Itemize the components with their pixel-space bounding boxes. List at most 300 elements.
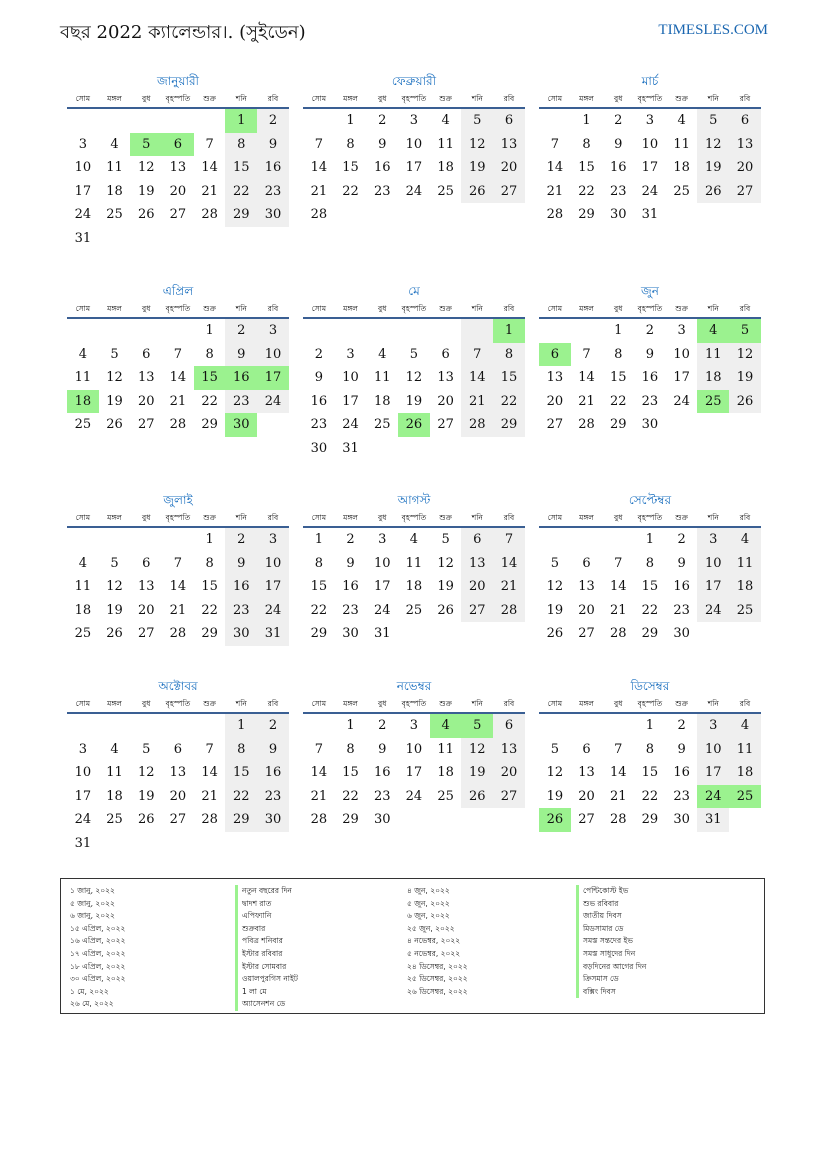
day-cell: 18 [437,765,454,780]
weekday-label: বুধ [614,513,623,522]
weekday-label: শনি [471,304,483,313]
day-cell: 5 [550,741,559,757]
legend-names-col-2 [576,885,646,998]
day-cell: 25 [74,626,92,641]
day-cell: 24 [257,390,289,414]
legend-date: ২৬ ডিসেম্বর, ২০২২ [407,986,468,996]
day-cell: 9 [314,370,323,385]
day-cell: 2 [225,319,257,343]
weekday-label: মঙ্গল [579,304,594,313]
day-cell: 21 [201,788,218,804]
day-cell: 27 [169,812,187,827]
day-cell: 18 [106,788,123,804]
month-name: জুলাই [163,493,193,507]
day-grid [67,109,289,250]
weekday-label: মঙ্গল [343,94,358,103]
legend-date: ৩০ এপ্রিল, ২০২২ [70,974,126,984]
empty-cell [99,528,131,552]
day-cell: 5 [110,555,119,571]
day-cell: 3 [697,528,729,552]
day-cell: 7 [205,136,214,152]
day-cell: 14 [578,370,595,385]
holiday-day-cell: 17 [257,366,289,390]
empty-cell [130,714,162,738]
day-cell: 7 [614,555,623,571]
day-cell: 16 [641,370,659,385]
weekday-label: সোম [311,699,327,708]
weekday-label: বুধ [378,94,387,103]
day-cell: 19 [137,183,155,199]
weekday-label: বুধ [378,304,387,313]
weekday-label: শুক্র [203,304,216,313]
day-cell: 26 [697,180,729,204]
day-cell: 30 [609,207,627,222]
day-cell: 30 [641,417,659,432]
day-cell: 27 [137,417,155,432]
legend-holiday-name: 1 লা মে [235,986,298,999]
holiday-day-cell: 5 [729,319,761,343]
day-cell: 2 [378,718,387,733]
month-block [539,281,761,437]
empty-cell [303,714,335,738]
day-cell: 9 [257,738,289,762]
day-cell: 19 [546,602,564,618]
day-cell: 25 [106,207,123,222]
day-cell: 9 [378,741,387,757]
day-cell: 12 [437,555,454,571]
weekday-label: শুক্র [675,94,688,103]
legend-date: ১৬ এপ্রিল, ২০২২ [70,936,126,946]
day-cell: 28 [201,207,218,222]
day-cell: 17 [74,183,92,199]
day-cell: 21 [310,788,328,804]
day-cell: 26 [461,180,493,204]
day-cell: 1 [582,113,591,128]
day-cell: 14 [609,765,627,780]
day-cell: 15 [578,160,595,175]
empty-cell [571,528,603,552]
day-grid [67,319,289,437]
day-cell: 9 [677,555,686,571]
month-block [303,676,525,832]
day-cell: 22 [342,183,359,199]
day-grid [539,714,761,832]
empty-cell [67,319,99,343]
page-title: বছর 2022 ক্যালেন্ডার।. (সুইডেন) [60,22,306,43]
month-name: ফেব্রুয়ারী [391,74,437,88]
legend-date: ২৫ জুন, ২০২২ [407,923,455,933]
weekday-label: রবি [503,513,515,522]
day-cell: 17 [673,370,690,385]
weekday-label: সোম [311,513,327,522]
holiday-day-cell: 5 [461,714,493,738]
day-cell: 9 [346,555,355,571]
weekday-label: সোম [75,304,91,313]
day-cell: 4 [378,346,387,362]
empty-cell [366,319,398,343]
legend-names-col-1 [235,885,298,1011]
holiday-day-cell: 26 [398,413,430,437]
legend-date: ৬ জানু, ২০২২ [70,911,115,921]
day-cell: 30 [673,626,690,641]
day-cell: 11 [437,741,454,757]
weekday-label: বুধ [614,304,623,313]
day-cell: 23 [373,788,391,804]
month-block [539,490,761,646]
weekday-label: রবি [267,699,279,708]
day-cell: 24 [405,183,423,199]
day-cell: 14 [493,552,525,576]
month-block [67,676,289,855]
day-cell: 7 [173,346,183,362]
weekday-label: শনি [471,513,483,522]
day-cell: 23 [225,599,257,623]
day-cell: 27 [493,180,525,204]
empty-cell [602,528,634,552]
day-cell: 28 [201,812,218,827]
legend-holiday-name: বক্সিং দিবস [576,986,646,999]
weekday-label: বুধ [142,304,151,313]
legend-holiday-name: ক্রিসমাস ডে [576,973,646,986]
day-cell: 5 [461,109,493,133]
day-cell: 24 [641,183,659,199]
weekday-label: শুক্র [439,304,452,313]
month-block [303,71,525,227]
day-cell: 3 [409,718,419,733]
day-cell: 14 [169,370,187,385]
day-cell: 17 [342,393,359,409]
weekday-label: রবি [503,699,515,708]
day-cell: 17 [641,160,659,175]
day-cell: 2 [346,532,355,547]
day-cell: 16 [609,160,627,175]
day-cell: 10 [342,370,359,385]
day-cell: 9 [378,136,387,152]
month-block [539,676,761,832]
day-cell: 31 [257,622,289,646]
day-cell: 8 [614,346,623,362]
day-cell: 3 [697,714,729,738]
day-cell: 26 [137,812,155,827]
month-block [539,71,761,227]
weekday-label: শনি [707,513,719,522]
day-cell: 24 [74,207,92,222]
weekday-label: শনি [707,304,719,313]
day-cell: 13 [137,579,155,594]
day-cell: 8 [314,555,323,571]
day-cell: 13 [578,765,595,780]
day-cell: 30 [373,812,391,827]
day-cell: 27 [578,626,595,641]
day-cell: 6 [582,555,591,571]
day-cell: 3 [257,319,289,343]
day-cell: 20 [578,602,595,618]
day-cell: 24 [697,599,729,623]
day-cell: 20 [437,393,454,409]
legend-holiday-name: সমস্ত সাধুদের দিন [576,948,646,961]
day-cell: 15 [609,370,627,385]
day-cell: 9 [257,133,289,157]
day-cell: 30 [257,808,289,832]
day-cell: 12 [461,133,493,157]
day-cell: 8 [225,133,257,157]
day-cell: 10 [697,738,729,762]
day-cell: 10 [74,765,92,780]
day-cell: 28 [310,812,328,827]
weekday-label: সোম [547,94,563,103]
day-cell: 16 [673,765,690,780]
empty-cell [67,714,99,738]
day-cell: 26 [137,207,155,222]
weekday-label: শুক্র [203,94,216,103]
day-cell: 1 [645,718,655,733]
day-cell: 6 [493,714,525,738]
day-cell: 2 [314,346,323,362]
weekday-label: সোম [75,699,91,708]
day-cell: 13 [137,370,155,385]
day-cell: 13 [546,370,564,385]
weekday-header [67,510,289,528]
day-cell: 13 [169,160,187,175]
day-cell: 25 [106,812,123,827]
legend-date: ২৫ ডিসেম্বর, ২০২২ [407,974,468,984]
day-cell: 13 [461,552,493,576]
site-logo[interactable]: TIMESLES.COM [658,22,768,38]
day-cell: 18 [106,183,123,199]
day-cell: 7 [461,343,493,367]
empty-cell [539,528,571,552]
weekday-label: মঙ্গল [579,699,594,708]
day-cell: 19 [461,761,493,785]
day-cell: 2 [645,323,655,338]
legend-date: ৫ জানু, ২০২২ [70,898,115,908]
day-cell: 13 [578,579,595,594]
weekday-label: বৃহস্পতি [401,699,427,708]
day-cell: 10 [257,552,289,576]
day-cell: 27 [493,785,525,809]
day-cell: 17 [697,761,729,785]
day-cell: 27 [461,599,493,623]
empty-cell [571,319,603,343]
day-cell: 23 [257,180,289,204]
weekday-label: মঙ্গল [107,94,122,103]
weekday-label: বৃহস্পতি [637,304,663,313]
day-cell: 30 [257,203,289,227]
weekday-label: শনি [235,304,247,313]
day-cell: 30 [673,812,690,827]
holiday-day-cell: 25 [697,390,729,414]
empty-cell [303,319,335,343]
weekday-header [539,301,761,319]
day-cell: 10 [405,136,423,152]
day-cell: 1 [614,323,623,338]
weekday-label: মঙ্গল [107,699,122,708]
weekday-header [303,696,525,714]
weekday-label: শুক্র [203,699,216,708]
day-grid [539,109,761,227]
day-cell: 14 [169,579,187,594]
weekday-label: বুধ [142,699,151,708]
day-cell: 19 [546,788,564,804]
day-cell: 18 [673,160,690,175]
day-cell: 15 [342,160,359,175]
day-cell: 24 [342,417,359,432]
day-cell: 2 [257,109,289,133]
day-cell: 14 [609,579,627,594]
empty-cell [67,528,99,552]
month-name: মে [408,284,420,298]
day-cell: 20 [493,156,525,180]
day-cell: 20 [169,183,187,199]
day-cell: 6 [173,741,183,757]
month-block [67,490,289,646]
legend-holiday-name: বড়দিনের আগের দিন [576,961,646,974]
month-name: আগস্ট [397,493,431,507]
day-cell: 18 [697,366,729,390]
weekday-label: মঙ্গল [343,699,358,708]
day-cell: 15 [201,579,218,594]
day-cell: 1 [346,718,355,733]
day-cell: 16 [342,579,359,594]
day-cell: 19 [437,579,454,594]
day-cell: 4 [78,346,87,362]
day-cell: 27 [578,812,595,827]
month-name: অক্টোবর [158,679,198,693]
weekday-label: রবি [739,304,751,313]
empty-cell [194,109,226,133]
day-cell: 3 [78,741,87,757]
day-cell: 17 [405,160,423,175]
day-cell: 5 [110,346,119,362]
day-cell: 3 [378,532,387,547]
day-cell: 7 [205,741,214,757]
weekday-label: রবি [739,699,751,708]
weekday-label: বুধ [614,699,623,708]
legend-holiday-name: দ্বাদশ রাত [235,898,298,911]
day-cell: 19 [106,393,123,409]
day-cell: 11 [74,579,92,594]
day-cell: 1 [205,323,214,338]
day-cell: 18 [729,761,761,785]
day-cell: 13 [437,370,454,385]
empty-cell [162,714,194,738]
day-cell: 31 [342,440,359,456]
day-grid [67,714,289,855]
day-cell: 15 [225,761,257,785]
day-cell: 9 [225,343,257,367]
weekday-label: সোম [75,513,91,522]
day-cell: 22 [578,183,595,199]
day-cell: 28 [609,626,627,641]
day-cell: 21 [310,183,328,199]
weekday-label: মঙ্গল [579,513,594,522]
day-cell: 29 [342,812,359,827]
day-cell: 21 [169,602,187,618]
day-cell: 11 [106,160,123,175]
legend-holiday-name: সমস্ত সন্তদের ইভ [576,935,646,948]
day-cell: 20 [461,575,493,599]
day-cell: 28 [310,207,328,222]
day-cell: 10 [74,160,92,175]
day-cell: 4 [729,528,761,552]
month-name: জানুয়ারী [157,74,199,88]
day-cell: 12 [729,343,761,367]
day-cell: 17 [257,575,289,599]
holiday-day-cell: 6 [539,343,571,367]
weekday-label: রবি [267,94,279,103]
day-cell: 11 [405,555,423,571]
legend-date: ৫ নভেম্বর, ২০২২ [407,948,461,958]
day-cell: 25 [437,183,454,199]
day-cell: 14 [201,160,218,175]
day-cell: 21 [201,183,218,199]
day-cell: 14 [461,366,493,390]
weekday-label: সোম [547,304,563,313]
legend-holiday-name: পেন্টিকোস্ট ইভ [576,885,646,898]
day-cell: 29 [310,626,328,641]
day-cell: 7 [614,741,623,757]
day-cell: 16 [373,765,391,780]
weekday-label: বৃহস্পতি [165,699,191,708]
day-cell: 13 [493,738,525,762]
legend-date: ১ জানু, ২০২২ [70,886,115,895]
day-cell: 16 [257,761,289,785]
weekday-label: বৃহস্পতি [165,513,191,522]
empty-cell [67,109,99,133]
day-cell: 2 [614,113,623,128]
weekday-label: শনি [707,699,719,708]
day-cell: 22 [201,393,218,409]
weekday-header [303,301,525,319]
empty-cell [99,714,131,738]
day-cell: 29 [493,413,525,437]
day-cell: 4 [409,532,419,547]
weekday-label: সোম [311,94,327,103]
day-cell: 12 [697,133,729,157]
day-cell: 15 [641,579,659,594]
day-cell: 19 [405,393,423,409]
legend-holiday-name: জাতীয় দিবস [576,910,646,923]
day-cell: 5 [697,109,729,133]
day-cell: 28 [169,417,187,432]
day-cell: 5 [409,346,419,362]
weekday-label: রবি [503,94,515,103]
day-cell: 14 [546,160,564,175]
day-cell: 14 [310,765,328,780]
legend-holiday-name: ইস্টার সোমবার [235,961,298,974]
weekday-label: বৃহস্পতি [637,513,663,522]
day-cell: 10 [373,555,391,571]
holiday-day-cell: 5 [130,133,162,157]
weekday-label: শনি [707,94,719,103]
day-cell: 5 [441,532,450,547]
legend-holiday-name: মিডসামার ডে [576,923,646,936]
day-cell: 9 [677,741,686,757]
day-cell: 8 [205,346,214,362]
day-cell: 27 [169,207,187,222]
day-cell: 6 [441,346,450,362]
day-cell: 9 [645,346,655,362]
day-cell: 16 [310,393,328,409]
day-cell: 22 [225,180,257,204]
day-cell: 3 [645,113,655,128]
weekday-label: সোম [75,94,91,103]
day-cell: 24 [257,599,289,623]
day-cell: 25 [74,417,92,432]
weekday-label: শনি [235,513,247,522]
empty-cell [602,714,634,738]
day-cell: 5 [550,555,559,571]
